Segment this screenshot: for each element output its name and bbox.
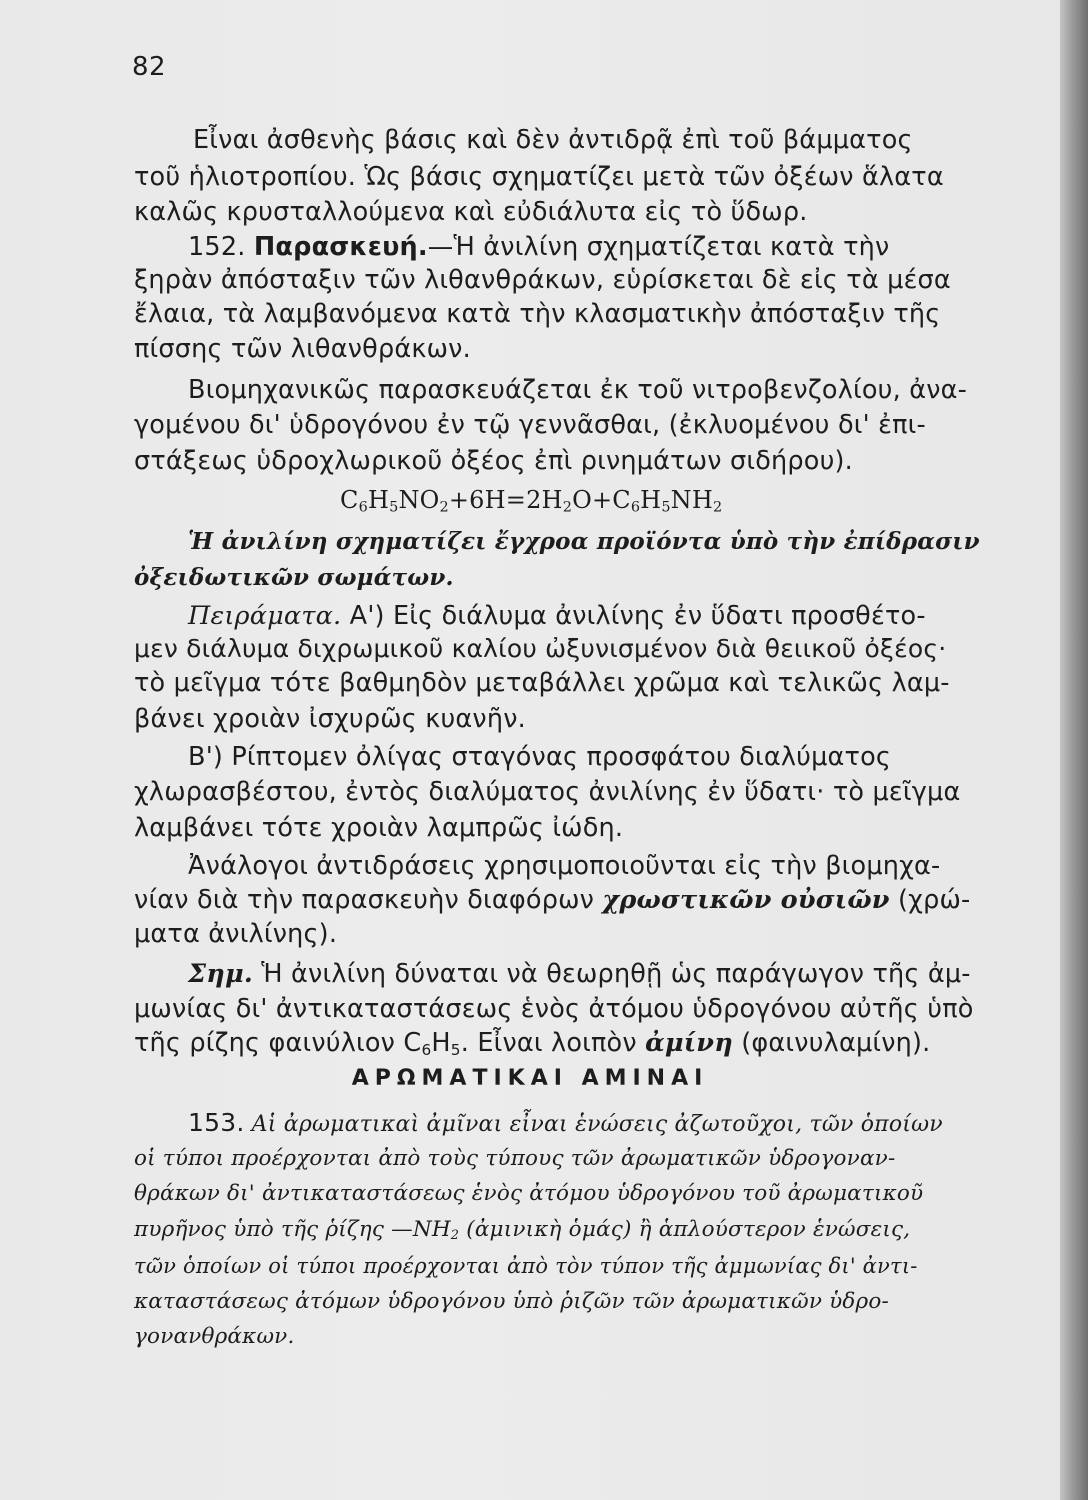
page-edge-shadow [1060,0,1088,1500]
text-line: νίαν διὰ τὴν παρασκευὴν διαφόρων χρωστικῶν οὐσιῶν (χρώ- [134,885,971,915]
italic-text-line: τῶν ὁποίων οἱ τύποι προέρχονται ἀπὸ τὸν τύπον τῆς ἀμμωνίας δι' ἀντι- [134,1254,918,1278]
text-line: στάξεως ὑδροχλωρικοῦ ὀξέος ἐπὶ ρινημάτων σιδήρου). [134,446,853,476]
text-line: καλῶς κρυσταλλούμενα καὶ εὐδιάλυτα εἰς τὸ ὕδωρ. [134,197,808,227]
text-line: ματα ἀνιλίνης). [134,919,338,949]
text-line: πίσσης τῶν λιθανθράκων. [134,334,471,364]
italic-text-line: γονανθράκων. [134,1324,295,1349]
section-number: 152. [188,232,246,262]
page-number: 82 [132,52,167,82]
text-line: Ἀνάλογοι ἀντιδράσεις χρησιμοποιοῦνται εἰς τὴν βιομηχα- [188,851,941,881]
experiments-line: Πειράματα. Α') Εἰς διάλυμα ἀνιλίνης ἐν ὕδατι προσθέτο- [188,601,926,631]
note-label: Σημ. [188,959,253,989]
emphasis-line: Ἡ ἀνιλίνη σχηματίζει ἔγχροα προϊόντα ὑπὸ τὴν ἐπίδρασιν [188,528,980,555]
chemical-equation: $C_6H_5NO_2+6H=2H_2O+C_6H_5NH_2$ [340,486,723,516]
text-line: βάνει χροιὰν ἰσχυρῶς κυανῆν. [134,704,526,734]
italic-text-line: καταστάσεως ἀτόμων ὑδρογόνου ὑπὸ ῥιζῶν τῶν ἀρωματικῶν ὑδρο- [134,1289,889,1314]
text-line: τῆς ρίζης φαινύλιον $C_6H_5$. Εἶναι λοιπὸν ἀμίνη (φαινυλαμίνη). [134,1028,931,1059]
emphasis-term: χρωστικῶν οὐσιῶν [602,885,890,915]
text-line: μεν διάλυμα διχρωμικοῦ καλίου ὠξυνισμένον διὰ θειικοῦ ὀξέος· [134,634,947,663]
section-152-line: 152. Παρασκευή.—Ἡ ἀνιλίνη σχηματίζεται κατὰ τὴν [188,232,890,262]
text-line: τὸ μεῖγμα τότε βαθμηδὸν μεταβάλλει χρῶμα καὶ τελικῶς λαμ- [134,668,950,698]
text-line: ἔλαια, τὰ λαμβανόμενα κατὰ τὴν κλασματικὴν ἀπόσταξιν τῆς [134,299,941,329]
text-line: χλωρασβέστου, ἐντὸς διαλύματος ἀνιλίνης ἐν ὕδατι· τὸ μεῖγμα [134,777,961,807]
italic-text-line: θράκων δι' ἀντικαταστάσεως ἑνὸς ἀτόμου ὑδρογόνου τοῦ ἀρωματικοῦ [134,1181,924,1206]
text-line: τοῦ ἡλιοτροπίου. Ὡς βάσις σχηματίζει μετὰ τῶν ὀξέων ἅλατα [134,162,944,192]
text-line: γομένου δι' ὑδρογόνου ἐν τῷ γεννᾶσθαι, (ἐκλυομένου δι' ἐπι- [134,410,926,440]
emphasis-term: ἀμίνη [645,1028,733,1058]
experiments-label: Πειράματα. [188,601,342,631]
text-line: Β') Ρίπτομεν ὀλίγας σταγόνας προσφάτου διαλύματος [188,742,892,772]
text-line: ξηρὰν ἀπόσταξιν τῶν λιθανθράκων, εὑρίσκεται δὲ εἰς τὰ μέσα [134,265,951,295]
text-line: λαμβάνει τότε χροιὰν λαμπρῶς ἰώδη. [134,813,624,843]
italic-text-line: οἱ τύποι προέρχονται ἀπὸ τοὺς τύπους τῶν ἀρωματικῶν ὑδρογοναν- [134,1146,896,1171]
section-number: 153. [188,1108,245,1137]
italic-text-line: πυρῆνος ὑπὸ τῆς ῥίζης $—NH_2$ (ἀμινικὴ ὁμάς) ἢ ἁπλούστερον ἑνώσεις, [134,1217,911,1244]
section-153-line: 153. Αἱ ἀρωματικαὶ ἀμῖναι εἶναι ἑνώσεις ἀζωτοῦχοι, τῶν ὁποίων [188,1108,943,1137]
section-heading: ΑΡΩΜΑΤΙΚΑΙ ΑΜΙΝΑΙ [351,1066,709,1091]
section-title: Παρασκευή. [253,232,428,262]
note-line: Σημ. Ἡ ἀνιλίνη δύναται νὰ θεωρηθῇ ὡς παράγωγον τῆς ἀμ- [188,959,971,989]
text-line: Βιομηχανικῶς παρασκευάζεται ἐκ τοῦ νιτροβενζολίου, ἀνα- [188,375,968,405]
emphasis-line: ὀξειδωτικῶν σωμάτων. [134,564,454,591]
text-line: Εἶναι ἀσθενὴς βάσις καὶ δὲν ἀντιδρᾷ ἐπὶ τοῦ βάμματος [193,125,913,155]
text-line: μωνίας δι' ἀντικαταστάσεως ἑνὸς ἀτόμου ὑδρογόνου αὐτῆς ὑπὸ [134,994,974,1024]
